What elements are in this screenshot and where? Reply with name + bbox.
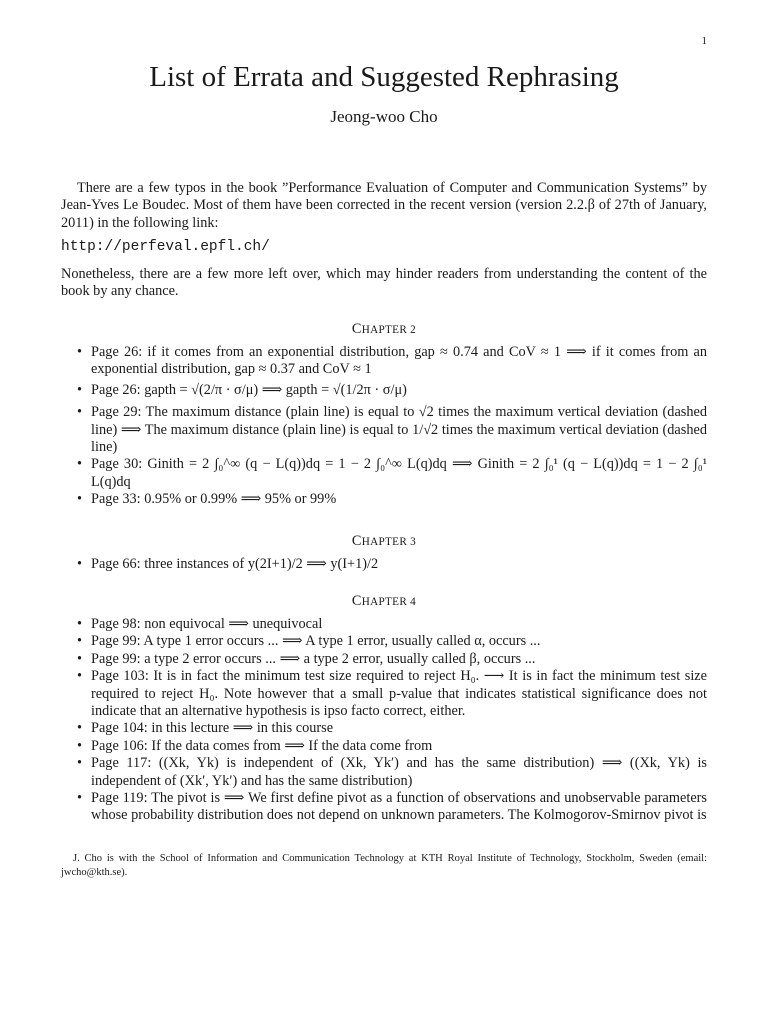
page-title: List of Errata and Suggested Rephrasing [149,61,619,93]
list-item: • Page 119: The pivot is ⟹ We first define pivot as a function of observations and unobservable parameters whose probability distribution does not depend on unknown parameters. The Kolmogorov-Smirnov pivot is [61,790,707,825]
list-item: • Page 106: If the data comes from ⟹ If the data come from [61,738,707,755]
page-number: 1 [701,35,707,47]
chapter-heading [0,593,768,611]
author: Jeong-woo Cho [330,107,438,126]
chapter-heading [0,321,768,339]
list-item: • Page 33: 0.95% or 0.99% ⟹ 95% or 99% [61,491,707,508]
chapter-heading-initial: C [351,593,362,609]
list-item: • Page 26: if it comes from an exponential distribution, gap ≈ 0.74 and CoV ≈ 1 ⟹ if it comes from an exponential distribution, gap ≈ 0.37 and CoV ≈ 1 [61,344,707,379]
list-item: • Page 99: a type 2 error occurs ... ⟹ a type 2 error, usually called β, occurs ... [61,651,707,668]
chapter-heading-rest: HAPTER 3 [361,536,417,548]
list-item: • Page 103: It is in fact the minimum test size required to reject H₀. ⟶ It is in fact the minimum test size required to reject H₀. Note however that a small p-value that indicates statistical significance does not indicate that an alternative hypothesis is ipso facto correct, either. [61,668,707,720]
errata-list [61,616,707,825]
chapter-heading-rest: HAPTER 4 [361,596,417,608]
list-item: • Page 99: A type 1 error occurs ... ⟹ A type 1 error, usually called α, occurs ... [61,633,707,650]
book-link[interactable]: http://perfeval.epfl.ch/ [61,239,270,255]
list-item: • Page 117: ((Xk, Yk) is independent of (Xk, Yk′) and has the same distribution) ⟹ ((Xk, Yk) is independent of (Xk′, Yk′) and has the same distribution) [61,755,707,790]
errata-list [61,344,707,509]
chapter-heading [0,533,768,551]
errata-list [61,556,707,573]
chapter-heading-rest: HAPTER 2 [361,324,417,336]
list-item: • Page 66: three instances of y(2I+1)/2 ⟹ y(I+1)/2 [61,556,707,573]
list-item: • Page 98: non equivocal ⟹ unequivocal [61,616,707,633]
list-item: • Page 104: in this lecture ⟹ in this course [61,720,707,737]
list-item: • Page 30: Ginith = 2 ∫₀^∞ (q − L(q))dq = 1 − 2 ∫₀^∞ L(q)dq ⟹ Ginith = 2 ∫₀¹ (q − L(q))dq = 1 − 2 ∫₀¹ L(q)dq [61,456,707,491]
chapter-heading-initial: C [351,533,362,549]
chapter-heading-initial: C [351,321,362,337]
footnote: J. Cho is with the School of Information and Communication Technology at KTH Royal Institute of Technology, Stockholm, Sweden (email: jwcho@kth.se). [61,853,707,878]
intro-paragraph: There are a few typos in the book ”Performance Evaluation of Computer and Communication Systems” by Jean-Yves Le Boudec. Most of them have been corrected in the recent version (version 2.2.β of 27th of January, 2011) in the following link: [61,180,707,231]
intro-paragraph-2: Nonetheless, there are a few more left over, which may hinder readers from understanding the content of the book by any chance. [61,266,707,300]
list-item: • Page 29: The maximum distance (plain line) is equal to √2 times the maximum vertical deviation (dashed line) ⟹ The maximum distance (plain line) is equal to 1/√2 times the maximum vertical deviation (dashed line) [61,404,707,456]
list-item: • Page 26: gapth = √(2/π · σ/μ) ⟹ gapth = √(1/2π · σ/μ) [61,382,707,399]
